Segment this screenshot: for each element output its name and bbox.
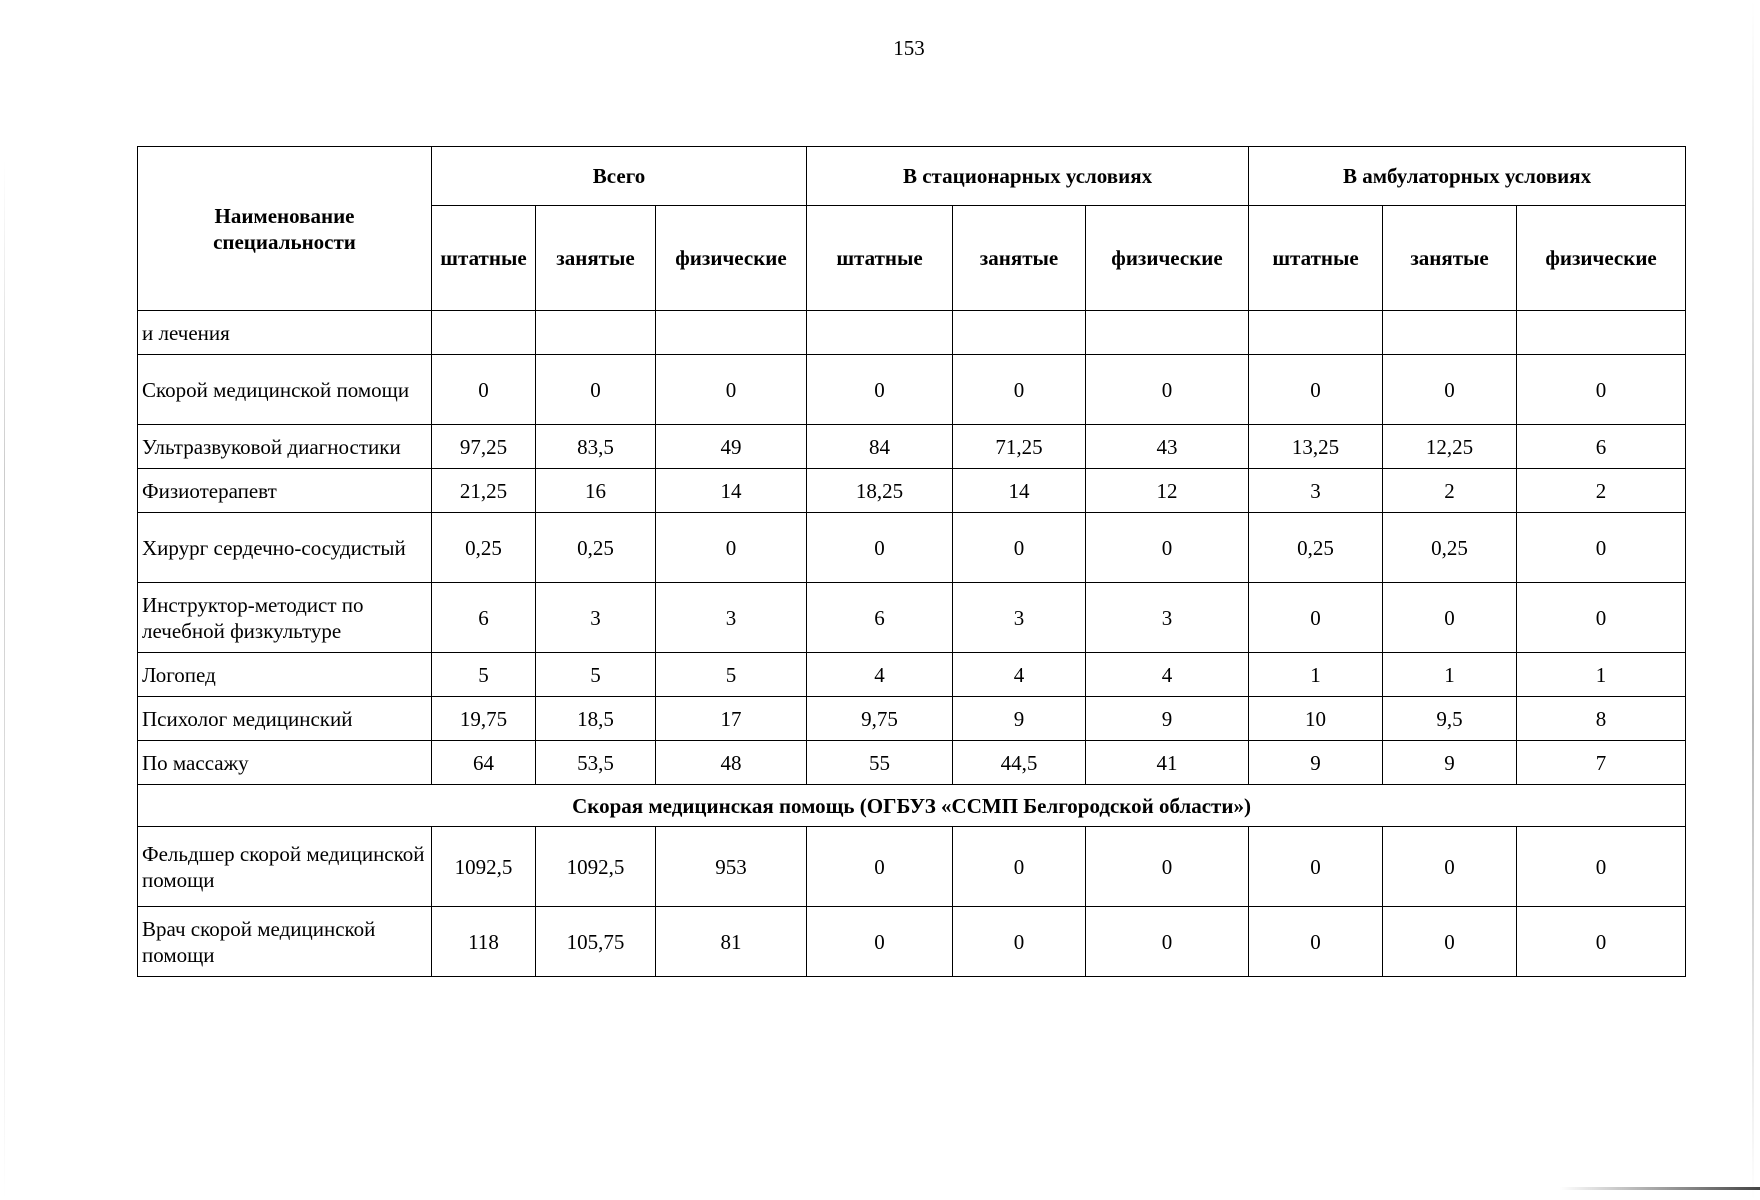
value-cell: 0	[807, 827, 953, 907]
table-row	[138, 469, 1686, 513]
scan-edge	[4, 160, 5, 1200]
value-cell: 2	[1383, 469, 1517, 513]
specialty-name: Инструктор-методист по лечебной физкультуре	[138, 583, 432, 653]
header-group-total: Всего	[432, 147, 807, 206]
value-cell: 8	[1517, 697, 1686, 741]
value-cell: 41	[1086, 741, 1249, 785]
specialty-name: Физиотерапевт	[138, 469, 432, 513]
table-row	[138, 653, 1686, 697]
value-cell: 83,5	[536, 425, 656, 469]
table-row	[138, 425, 1686, 469]
value-cell: 6	[1517, 425, 1686, 469]
value-cell: 0	[953, 827, 1086, 907]
specialty-name: Психолог медицинский	[138, 697, 432, 741]
value-cell: 49	[656, 425, 807, 469]
value-cell: 0,25	[1383, 513, 1517, 583]
table-row	[138, 907, 1686, 977]
value-cell	[953, 311, 1086, 355]
value-cell: 16	[536, 469, 656, 513]
header-group-row	[138, 147, 1686, 206]
value-cell: 0	[1383, 583, 1517, 653]
value-cell: 0	[1086, 355, 1249, 425]
value-cell: 0	[656, 513, 807, 583]
value-cell: 12,25	[1383, 425, 1517, 469]
value-cell: 2	[1517, 469, 1686, 513]
value-cell: 71,25	[953, 425, 1086, 469]
value-cell: 118	[432, 907, 536, 977]
value-cell: 18,25	[807, 469, 953, 513]
value-cell: 43	[1086, 425, 1249, 469]
specialty-name: Логопед	[138, 653, 432, 697]
value-cell: 0	[1517, 583, 1686, 653]
value-cell	[807, 311, 953, 355]
value-cell: 0	[432, 355, 536, 425]
value-cell: 14	[656, 469, 807, 513]
header-name-column: Наименование специальности	[138, 147, 432, 311]
value-cell: 18,5	[536, 697, 656, 741]
value-cell: 55	[807, 741, 953, 785]
specialty-name: Ультразвуковой диагностики	[138, 425, 432, 469]
value-cell: 48	[656, 741, 807, 785]
value-cell: 97,25	[432, 425, 536, 469]
table-row	[138, 355, 1686, 425]
value-cell: 0	[1086, 907, 1249, 977]
value-cell: 0	[1249, 827, 1383, 907]
scan-edge	[1560, 1187, 1760, 1190]
header-group-inpatient: В стационарных условиях	[807, 147, 1249, 206]
table-row	[138, 741, 1686, 785]
value-cell: 0	[1383, 355, 1517, 425]
value-cell: 105,75	[536, 907, 656, 977]
value-cell: 3	[1249, 469, 1383, 513]
table-row	[138, 311, 1686, 355]
value-cell: 21,25	[432, 469, 536, 513]
value-cell: 6	[432, 583, 536, 653]
value-cell: 0	[1517, 827, 1686, 907]
value-cell: 0,25	[536, 513, 656, 583]
value-cell: 3	[953, 583, 1086, 653]
value-cell: 44,5	[953, 741, 1086, 785]
value-cell: 0	[1249, 907, 1383, 977]
value-cell: 0	[807, 355, 953, 425]
value-cell: 0	[807, 907, 953, 977]
value-cell: 0	[1249, 355, 1383, 425]
header-sub-occupied: занятые	[953, 206, 1086, 311]
value-cell: 0	[1517, 907, 1686, 977]
value-cell: 9,75	[807, 697, 953, 741]
value-cell: 10	[1249, 697, 1383, 741]
specialty-name: и лечения	[138, 311, 432, 355]
header-sub-physical: физические	[1517, 206, 1686, 311]
value-cell: 5	[432, 653, 536, 697]
value-cell: 4	[953, 653, 1086, 697]
value-cell: 0	[1383, 827, 1517, 907]
value-cell: 84	[807, 425, 953, 469]
specialty-name: По массажу	[138, 741, 432, 785]
value-cell	[1086, 311, 1249, 355]
value-cell: 0	[953, 355, 1086, 425]
value-cell: 953	[656, 827, 807, 907]
value-cell: 19,75	[432, 697, 536, 741]
value-cell: 3	[656, 583, 807, 653]
table-row	[138, 827, 1686, 907]
specialty-name: Фельдшер скорой медицинской помощи	[138, 827, 432, 907]
specialty-name: Хирург сердечно-сосудистый	[138, 513, 432, 583]
header-sub-staffed: штатные	[432, 206, 536, 311]
value-cell: 0	[1086, 513, 1249, 583]
table-row	[138, 697, 1686, 741]
section-row	[138, 785, 1686, 827]
value-cell: 0,25	[432, 513, 536, 583]
value-cell: 0	[807, 513, 953, 583]
value-cell: 5	[536, 653, 656, 697]
header-group-outpatient: В амбулаторных условиях	[1249, 147, 1686, 206]
value-cell: 0	[953, 513, 1086, 583]
value-cell: 9	[1383, 741, 1517, 785]
value-cell: 0,25	[1249, 513, 1383, 583]
specialty-name: Скорой медицинской помощи	[138, 355, 432, 425]
value-cell	[656, 311, 807, 355]
value-cell: 1092,5	[432, 827, 536, 907]
value-cell	[536, 311, 656, 355]
value-cell: 3	[1086, 583, 1249, 653]
header-sub-occupied: занятые	[536, 206, 656, 311]
value-cell: 9	[953, 697, 1086, 741]
value-cell	[1249, 311, 1383, 355]
value-cell: 4	[1086, 653, 1249, 697]
page-number: 153	[893, 36, 925, 60]
value-cell	[432, 311, 536, 355]
value-cell: 53,5	[536, 741, 656, 785]
value-cell: 9,5	[1383, 697, 1517, 741]
value-cell	[1517, 311, 1686, 355]
value-cell: 0	[1517, 355, 1686, 425]
table-body	[138, 311, 1686, 977]
value-cell: 0	[953, 907, 1086, 977]
value-cell: 13,25	[1249, 425, 1383, 469]
value-cell: 4	[807, 653, 953, 697]
value-cell: 12	[1086, 469, 1249, 513]
header-sub-occupied: занятые	[1383, 206, 1517, 311]
table-row	[138, 513, 1686, 583]
header-sub-physical: физические	[656, 206, 807, 311]
table-row	[138, 583, 1686, 653]
staffing-table	[137, 146, 1686, 977]
value-cell: 0	[1383, 907, 1517, 977]
value-cell: 5	[656, 653, 807, 697]
specialty-name: Врач скорой медицинской помощи	[138, 907, 432, 977]
scan-edge	[1752, 0, 1754, 1200]
value-cell: 0	[656, 355, 807, 425]
header-sub-physical: физические	[1086, 206, 1249, 311]
header-sub-staffed: штатные	[1249, 206, 1383, 311]
value-cell: 0	[536, 355, 656, 425]
section-title: Скорая медицинская помощь (ОГБУЗ «ССМП Белгородской области»)	[138, 785, 1686, 827]
value-cell: 64	[432, 741, 536, 785]
value-cell: 0	[1517, 513, 1686, 583]
value-cell: 3	[536, 583, 656, 653]
value-cell: 1092,5	[536, 827, 656, 907]
value-cell: 1	[1517, 653, 1686, 697]
value-cell: 9	[1086, 697, 1249, 741]
value-cell: 81	[656, 907, 807, 977]
value-cell	[1383, 311, 1517, 355]
value-cell: 14	[953, 469, 1086, 513]
value-cell: 17	[656, 697, 807, 741]
value-cell: 9	[1249, 741, 1383, 785]
value-cell: 1	[1383, 653, 1517, 697]
value-cell: 6	[807, 583, 953, 653]
value-cell: 0	[1249, 583, 1383, 653]
header-sub-staffed: штатные	[807, 206, 953, 311]
value-cell: 1	[1249, 653, 1383, 697]
value-cell: 0	[1086, 827, 1249, 907]
value-cell: 7	[1517, 741, 1686, 785]
